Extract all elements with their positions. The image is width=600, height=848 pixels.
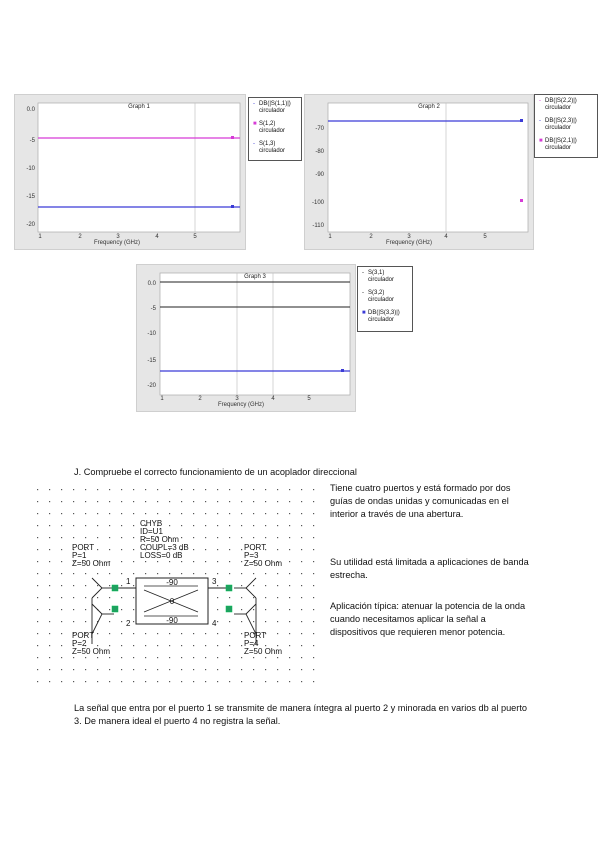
graph1-x-tick: 4 [155, 234, 159, 240]
graph1-legend [248, 97, 302, 161]
graph1-x-tick: 5 [193, 234, 197, 240]
paragraph-application: Aplicación típica: atenuar la potencia de la onda cuando necesitamos aplicar la señal a dispositivos que requieren menor potencia. [330, 601, 526, 637]
graph2-panel [304, 94, 534, 250]
legend-marker: ■ [539, 138, 543, 144]
legend-item [362, 310, 410, 324]
node-marker [112, 585, 118, 591]
port4-label-line: PORT [244, 631, 267, 640]
node-marker [226, 606, 232, 612]
legend-sub: circulador [259, 128, 286, 134]
graph1-title: Graph 1 [128, 104, 150, 110]
legend-sub: circulador [545, 125, 572, 131]
schematic-svg [32, 484, 322, 692]
graph2-y-tick: -90 [315, 172, 324, 178]
legend-item [253, 141, 299, 155]
graph1-panel [14, 94, 246, 250]
legend-item [253, 121, 299, 135]
graph2-x-label: Frequency (GHz) [385, 240, 433, 246]
graph2-series-s21-marker [520, 199, 523, 202]
legend-marker: - [253, 101, 255, 107]
legend-item [539, 138, 595, 152]
graph2-y-tick: -70 [315, 126, 324, 132]
graph3-y-ticks [147, 281, 156, 389]
graph1-series-s13-marker [231, 205, 234, 208]
graph1-series-s12-marker [231, 136, 234, 139]
node-marker [226, 585, 232, 591]
port4-label [244, 632, 282, 656]
coupler-label-line: CHYB [140, 519, 163, 528]
legend-label: DB(|S(3,3)|) [368, 310, 400, 316]
legend-item [253, 101, 299, 115]
port1-label [72, 544, 110, 568]
graph2-x-tick: 2 [369, 234, 373, 240]
port3-label-line: Z=50 Ohm [244, 559, 283, 568]
graph3-y-tick: -10 [147, 331, 156, 337]
legend-marker: - [253, 141, 255, 147]
graph3-x-tick: 3 [235, 396, 239, 402]
graph2-svg [305, 95, 533, 249]
port4-label-line: P=4 [244, 639, 259, 648]
phase-center: 0 [169, 597, 175, 606]
paragraph-conclusion: La señal que entra por el puerto 1 se transmite de manera íntegra al puerto 2 y minorada en varios db al puerto 3. De manera ideal el puerto 4 no registra la señal. [74, 703, 528, 726]
graph3-y-tick: -20 [147, 383, 156, 389]
port1-label-line: P=1 [72, 551, 87, 560]
legend-marker: ■ [253, 121, 257, 127]
port2-label [72, 632, 110, 656]
legend-marker: - [362, 290, 364, 296]
graph1-x-tick: 3 [116, 234, 120, 240]
schematic [32, 484, 322, 692]
graph1-y-tick: -10 [26, 166, 35, 172]
graph3-x-tick: 2 [198, 396, 202, 402]
graph3-svg [137, 265, 355, 411]
legend-item [539, 98, 595, 112]
port4-label-line: Z=50 Ohm [244, 647, 283, 656]
legend-sub: circulador [368, 317, 395, 323]
legend-label: DB(|S(1,1)|) [259, 101, 291, 107]
legend-item [539, 118, 595, 132]
legend-sub: circulador [545, 145, 572, 151]
graph3-x-tick: 5 [307, 396, 311, 402]
pin-number: 2 [126, 619, 131, 628]
coupler-label-line: COUPL=3 dB [140, 543, 189, 552]
paragraph-description: Tiene cuatro puertos y está formado por dos guías de ondas unidas y comunicadas en el interior a través de una abertura. [330, 483, 511, 519]
legend-label: DB(|S(2,3)|) [545, 118, 577, 124]
legend-item [362, 290, 410, 304]
graph1-x-label: Frequency (GHz) [93, 240, 141, 246]
graph2-y-tick: -100 [311, 200, 324, 206]
phase-bottom: -90 [166, 616, 178, 625]
port2-label-line: P=2 [72, 639, 87, 648]
port2-label-line: Z=50 Ohm [72, 647, 111, 656]
graph3-panel [136, 264, 356, 412]
legend-marker: - [362, 270, 364, 276]
graph2-x-tick: 3 [407, 234, 411, 240]
graph1-x-tick: 1 [38, 234, 42, 240]
legend-label: DB(|S(2,2)|) [545, 98, 577, 104]
pin-number: 3 [212, 577, 217, 586]
graph3-y-tick: -5 [150, 306, 156, 312]
graph3-series-s33-marker [341, 369, 344, 372]
pin-number: 1 [126, 577, 131, 586]
graph1-svg [15, 95, 245, 249]
coupler-label-line: ID=U1 [140, 527, 163, 536]
legend-label: DB(|S(2,1)|) [545, 138, 577, 144]
coupler-label-line: LOSS=0 dB [140, 551, 183, 560]
graph3-y-tick: 0.0 [147, 281, 156, 287]
graph2-x-tick: 4 [444, 234, 448, 240]
graph2-x-tick: 5 [483, 234, 487, 240]
graph2-y-ticks [312, 126, 325, 229]
legend-sub: circulador [368, 297, 395, 303]
legend-sub: circulador [259, 108, 286, 114]
graph2-series-s23-marker [520, 119, 523, 122]
graph3-x-tick: 1 [160, 396, 164, 402]
legend-sub: circulador [259, 148, 286, 154]
paragraph-usage: Su utilidad está limitada a aplicaciones de banda estrecha. [330, 557, 529, 580]
legend-item [362, 270, 410, 284]
node-marker [112, 606, 118, 612]
graph3-x-tick: 4 [271, 396, 275, 402]
legend-label: S(1,2) [259, 121, 276, 127]
graph1-y-tick: -5 [29, 138, 35, 144]
graph2-legend [534, 94, 598, 158]
graph3-title: Graph 3 [244, 274, 266, 280]
graph1-y-tick: -15 [26, 194, 35, 200]
phase-top: -90 [166, 578, 178, 587]
port3-label-line: PORT [244, 543, 267, 552]
legend-label: S(1,3) [259, 141, 276, 147]
graph1-y-tick: 0.0 [26, 107, 35, 113]
graph2-y-tick: -80 [315, 149, 324, 155]
graph2-y-tick: -110 [312, 223, 324, 229]
pin-number: 4 [212, 619, 217, 628]
graph2-title: Graph 2 [418, 104, 440, 110]
graph3-y-tick: -15 [147, 358, 156, 364]
legend-label: S(3,2) [368, 290, 385, 296]
graph1-y-tick: -20 [26, 222, 35, 228]
section-title: J. Compruebe el correcto funcionamiento de un acoplador direccional [74, 467, 357, 477]
port1-label-line: Z=50 Ohm [72, 559, 111, 568]
coupler-label-line: R=50 Ohm [140, 535, 179, 544]
port3-label-line: P=3 [244, 551, 259, 560]
legend-label: S(3,1) [368, 270, 385, 276]
graph3-x-label: Frequency (GHz) [217, 402, 265, 408]
graph1-x-tick: 2 [78, 234, 82, 240]
legend-marker: - [539, 118, 541, 124]
legend-sub: circulador [368, 277, 395, 283]
legend-marker: ■ [362, 310, 366, 316]
graph3-legend [357, 266, 413, 332]
port1-label-line: PORT [72, 543, 95, 552]
legend-marker: - [539, 98, 541, 104]
graph1-y-ticks [26, 107, 35, 228]
legend-sub: circulador [545, 105, 572, 111]
coupler-label [140, 520, 189, 560]
graph2-x-tick: 1 [328, 234, 332, 240]
port2-label-line: PORT [72, 631, 95, 640]
port3-label [244, 544, 282, 568]
